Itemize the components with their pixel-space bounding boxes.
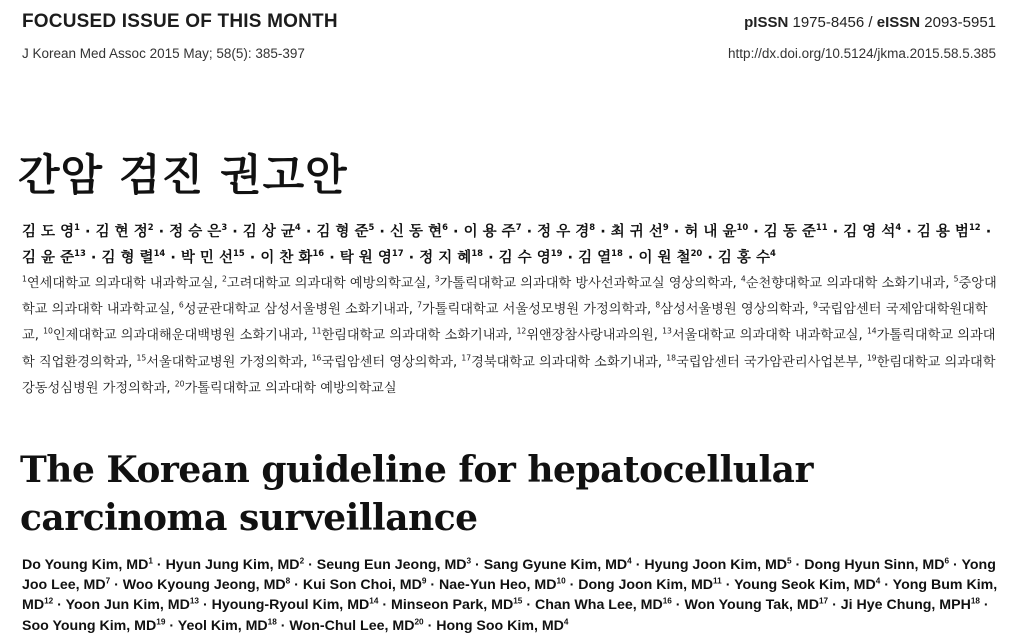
english-author [22, 618, 165, 634]
affiliation-superscript: 2 [222, 274, 227, 284]
affiliation-superscript: 11 [311, 327, 322, 337]
korean-author [611, 224, 669, 240]
english-author-superscript: 1 [148, 556, 153, 566]
affiliation-name: 국립암센터 국제암대학원대학교 [22, 302, 988, 344]
english-author-superscript: 13 [189, 596, 200, 606]
affiliation [43, 328, 303, 343]
english-author [391, 597, 522, 613]
affiliation-superscript: 16 [311, 353, 322, 363]
english-author-name: Nae-Yun Heo, MD [439, 577, 557, 594]
affiliation-name: 중앙대학교 의과대학 내과학교실 [22, 276, 997, 318]
affiliation [175, 381, 397, 396]
affiliation-superscript: 4 [740, 274, 746, 284]
english-author-name: Won Young Tak, MD [684, 597, 819, 614]
korean-author-name: 박 민 선 [180, 250, 233, 266]
english-author-superscript: 3 [466, 556, 472, 566]
section-label: FOCUSED ISSUE OF THIS MONTH [22, 11, 338, 32]
affiliation-name: 가톨릭대학교 의과대학 예방의학교실 [184, 380, 397, 396]
english-author-superscript: 11 [713, 576, 722, 586]
korean-author [638, 250, 702, 266]
english-author-superscript: 4 [563, 616, 569, 626]
english-author-superscript: 16 [662, 596, 672, 606]
korean-author-superscript: 6 [442, 222, 448, 233]
english-author [123, 577, 290, 593]
korean-author-superscript: 5 [368, 222, 375, 233]
korean-author-superscript: 20 [690, 248, 703, 259]
korean-author-name: 김 홍 수 [717, 250, 770, 266]
english-author-superscript: 20 [414, 616, 424, 626]
korean-title: 간암 검진 권고안 [18, 151, 348, 201]
affiliation [417, 302, 647, 317]
english-author [439, 577, 566, 593]
affiliation-name: 한림대학교 의과대학 소화기내과 [321, 328, 509, 344]
korean-author-list: 김 도 영$^1$ · 김 현 정$^2$ · 정 승 은$^3$ · 김 상 균$^4$ · 김 형 준$^5$ · 신 동 현$^6$ · 이 용 주$^7$ · 정 우 경$^8$ · 최 귀 선$^9$ · 허 내 윤$^{10}$ · 김 동 준$^{11}$ · 김 영 석$^4$ · 김 용 범$^{12}$ · 김 윤 준$^{13}$ · 김 형 렬$^{14}$ · 박 민 선$^{15}$ · 이 찬 화$^{16}$ · 탁 원 영$^{17}$ · 정 지 혜$^{18}$ · 김 수 영$^{19}$ · 김 열$^{18}$ · 이 원 철$^{20}$ · 김 홍 수$^4$ [22, 222, 992, 266]
affiliation-name: 성균관대학교 삼성서울병원 소화기내과 [183, 302, 409, 318]
korean-author-name: 이 용 주 [463, 224, 516, 240]
affiliation-name: 가톨릭대학교 서울성모병원 가정의학과 [422, 302, 647, 318]
affiliation [312, 355, 453, 370]
english-author [436, 618, 568, 634]
english-author-name: Chan Wha Lee, MD [535, 597, 663, 614]
english-author-superscript: 14 [369, 596, 379, 606]
eissn-label: eISSN [876, 14, 921, 31]
affiliation [662, 328, 858, 343]
english-author-name: Hyun Jung Kim, MD [165, 557, 300, 573]
english-author-name: Won-Chul Lee, MD [289, 617, 415, 634]
english-author-superscript: 9 [421, 576, 427, 586]
affiliation-name: 고려대학교 의과대학 예방의학교실 [226, 276, 427, 291]
issn-line: pISSN 1975-8456 / eISSN 2093-5951 [744, 14, 996, 31]
english-author [684, 597, 828, 613]
affiliation-superscript: 14 [866, 327, 877, 337]
affiliation-superscript: 18 [666, 353, 676, 363]
korean-author-name: 김 형 렬 [101, 250, 154, 266]
english-author-name: Woo Kyoung Jeong, MD [122, 577, 286, 594]
english-author-superscript: 5 [787, 556, 792, 566]
affiliation [435, 276, 733, 291]
english-author [178, 618, 277, 634]
korean-author-name: 김 형 준 [316, 224, 369, 240]
affiliation [517, 328, 654, 343]
english-author [212, 597, 379, 613]
english-author-name: Kui Son Choi, MD [302, 577, 422, 594]
affiliation-name: 한림대학교 의과대학 강동성심병원 가정의학과 [22, 354, 996, 396]
affiliation [655, 302, 804, 317]
english-author [804, 557, 949, 573]
korean-author-superscript: 11 [815, 222, 828, 233]
affiliation-name: 서울대학교병원 가정의학과 [146, 354, 304, 370]
english-author-name: Yong Joo Lee, MD [22, 557, 996, 594]
korean-author-name: 김 현 정 [95, 224, 148, 240]
korean-author [340, 250, 404, 266]
korean-author-superscript: 17 [391, 248, 404, 259]
english-author-superscript: 6 [944, 556, 950, 566]
english-author-superscript: 17 [818, 596, 829, 606]
english-author-name: Yong Bum Kim, MD [22, 577, 998, 614]
korean-author [499, 250, 563, 266]
affiliation-superscript: 9 [812, 300, 818, 310]
affiliation [461, 355, 657, 370]
affiliation-name: 가톨릭대학교 의과대학 직업환경의학과 [22, 328, 996, 370]
affiliation-name: 국립암센터 국가암관리사업본부 [676, 354, 859, 370]
english-author [166, 557, 305, 573]
affiliation-superscript: 19 [866, 353, 877, 363]
korean-author-name: 신 동 현 [389, 224, 443, 240]
korean-author [316, 224, 374, 240]
english-author-superscript: 18 [267, 616, 277, 626]
english-author-name: Do Young Kim, MD [22, 557, 149, 573]
korean-author-name: 정 지 혜 [419, 250, 472, 266]
korean-author-superscript: 4 [895, 222, 902, 233]
korean-author [181, 250, 245, 266]
korean-author-superscript: 1 [74, 222, 80, 233]
korean-author-superscript: 18 [471, 248, 484, 259]
korean-author-superscript: 15 [233, 248, 245, 259]
affiliation-superscript: 17 [461, 353, 472, 363]
affiliation [179, 302, 409, 317]
korean-author-name: 최 귀 선 [610, 224, 663, 240]
english-author-name: Young Seok Kim, MD [734, 577, 876, 594]
affiliation-name: 국립암센터 영상의학과 [321, 354, 454, 370]
english-author-superscript: 8 [285, 576, 291, 586]
english-author [841, 597, 980, 613]
korean-author-name: 김 상 균 [242, 224, 295, 240]
english-author-name: Yeol Kim, MD [177, 617, 268, 634]
affiliation-superscript: 6 [178, 300, 184, 310]
korean-author [96, 224, 154, 240]
affiliation-name: 경북대학교 의과대학 소화기내과 [471, 354, 658, 370]
korean-author-name: 김 도 영 [22, 224, 75, 240]
journal-citation: J Korean Med Assoc 2015 May; 58(5): 385-397 [22, 46, 305, 61]
affiliation-superscript: 13 [662, 327, 672, 337]
eissn-value: 2093-5951 [924, 14, 996, 31]
english-author-name: Hyung Joon Kim, MD [644, 557, 788, 573]
english-author-name: Hong Soo Kim, MD [436, 617, 564, 634]
korean-affiliation-list: $^1$연세대학교 의과대학 내과학교실, $^2$고려대학교 의과대학 예방의학교실, $^3$가톨릭대학교 의과대학 방사선과학교실 영상의학과, $^4$순천향대학교 의과대학 소화기내과, $^5$중앙대학교 의과대학 내과학교실, $^6$성균관대학교 삼성서울병원 소화기내과, $^7$가톨릭대학교 서울성모병원 가정의학과, $^8$삼성서울병원 영상의학과, $^9$국립암센터 국제암대학원대학교, $^{10}$인제대학교 의과대해운대백병원 소화기내과, $^{11}$한림대학교 의과대학 소화기내과, $^{12}$위앤장참사랑내과의원, $^{13}$서울대학교 의과대학 내과학교실, $^{14}$가톨릭대학교 의과대학 직업환경의학과, $^{15}$서울대학교병원 가정의학과, $^{16}$국립암센터 영상의학과, $^{17}$경북대학교 의과대학 소화기내과, $^{18}$국립암센터 국가암관리사업본부, $^{19}$한림대학교 의과대학 강동성심병원 가정의학과, $^{20}$가톨릭대학교 의과대학 예방의학교실 [22, 274, 997, 396]
korean-author [101, 250, 165, 266]
doi-link[interactable]: http://dx.doi.org/10.5124/jkma.2015.58.5.385 [728, 46, 996, 61]
korean-author-superscript: 4 [294, 222, 301, 233]
affiliation [666, 355, 858, 370]
english-author [535, 597, 672, 613]
english-author-superscript: 18 [970, 596, 980, 606]
korean-author [243, 224, 301, 240]
english-author-name: Dong Joon Kim, MD [578, 577, 714, 594]
korean-author-name: 이 원 철 [638, 250, 691, 266]
korean-author-name: 김 용 범 [916, 224, 969, 240]
korean-author [843, 224, 901, 240]
korean-author [464, 224, 522, 240]
english-author [734, 577, 880, 593]
korean-author [684, 224, 748, 240]
korean-author [917, 224, 981, 240]
affiliation-name: 삼성서울병원 영상의학과 [660, 302, 805, 318]
english-author-superscript: 12 [44, 596, 54, 606]
english-author [484, 557, 632, 573]
english-author [644, 557, 791, 573]
affiliation-superscript: 10 [43, 327, 53, 337]
korean-author [718, 250, 776, 266]
affiliation-name: 서울대학교 의과대학 내과학교실 [671, 328, 859, 344]
affiliation-superscript: 15 [136, 353, 147, 363]
english-author-name: Soo Young Kim, MD [22, 617, 157, 634]
pissn-value: 1975-8456 [792, 14, 865, 31]
english-author-name: Minseon Park, MD [391, 597, 514, 614]
korean-author-name: 정 승 은 [169, 224, 222, 240]
korean-author-superscript: 7 [515, 222, 522, 233]
affiliation [312, 328, 508, 343]
affiliation [741, 276, 945, 291]
english-author-name: Sang Gyune Kim, MD [483, 557, 628, 573]
korean-author-name: 김 동 준 [763, 224, 816, 240]
korean-author-name: 탁 원 영 [339, 250, 392, 266]
korean-author-superscript: 8 [589, 222, 596, 233]
korean-author-superscript: 10 [736, 222, 749, 233]
affiliation [137, 355, 304, 370]
affiliation [222, 276, 426, 291]
english-author-name: Dong Hyun Sinn, MD [804, 557, 945, 573]
korean-author-superscript: 19 [550, 248, 563, 259]
english-author [578, 577, 721, 593]
english-author [66, 597, 199, 613]
english-author-superscript: 10 [556, 576, 566, 586]
korean-author-name: 김 수 영 [498, 250, 551, 266]
korean-author [419, 250, 483, 266]
english-author [317, 557, 471, 573]
affiliation [22, 276, 214, 291]
affiliation-superscript: 12 [516, 327, 527, 337]
english-author-superscript: 4 [875, 576, 881, 586]
korean-author-superscript: 16 [312, 248, 325, 259]
english-author-name: Ji Hye Chung, MPH [840, 597, 971, 614]
affiliation-name: 인제대학교 의과대해운대백병원 소화기내과 [52, 328, 304, 344]
affiliation-name: 연세대학교 의과대학 내과학교실 [26, 276, 214, 291]
english-author-name: Hyoung-Ryoul Kim, MD [211, 597, 370, 614]
pissn-label: pISSN [744, 14, 789, 31]
english-author-superscript: 7 [105, 576, 111, 586]
affiliation-name: 가톨릭대학교 의과대학 방사선과학교실 영상의학과 [439, 276, 733, 291]
affiliation-superscript: 7 [417, 300, 422, 310]
korean-author [169, 224, 227, 240]
korean-author-superscript: 14 [153, 248, 166, 259]
korean-author-name: 이 찬 화 [260, 250, 313, 266]
korean-author [22, 224, 80, 240]
english-author [289, 618, 423, 634]
korean-author [390, 224, 448, 240]
affiliation-superscript: 3 [434, 274, 440, 284]
affiliation-name: 위앤장참사랑내과의원 [526, 328, 654, 344]
korean-author-name: 김 열 [578, 250, 612, 266]
korean-author-superscript: 4 [770, 248, 776, 259]
korean-author-name: 김 영 석 [843, 224, 896, 240]
korean-author [22, 250, 86, 266]
affiliation-name: 순천향대학교 의과대학 소화기내과 [745, 276, 946, 291]
affiliation-superscript: 20 [174, 379, 185, 389]
korean-author-superscript: 13 [74, 248, 86, 259]
english-author-superscript: 2 [299, 556, 305, 566]
korean-author-superscript: 2 [147, 222, 154, 233]
korean-author-superscript: 18 [611, 248, 623, 259]
korean-author-name: 김 윤 준 [22, 250, 75, 266]
affiliation-superscript: 5 [953, 274, 959, 284]
english-author-superscript: 4 [627, 556, 632, 566]
korean-author [537, 224, 595, 240]
korean-author-superscript: 12 [968, 222, 981, 233]
english-author-name: Yoon Jun Kim, MD [65, 597, 190, 614]
english-author-list: Do Young Kim, $MD^1$ · Hyun Jung Kim, $MD^2$ · Seung Eun Jeong, $MD^3$ · Sang Gyune Kim, $MD^4$ · Hyung Joon Kim, $MD^5$ · Dong Hyun Sinn, $MD^6$ · Yong Joo Lee, $MD^7$ · Woo Kyoung Jeong, $MD^8$ · Kui Son Choi, $MD^9 \cdot Nae-Yun$ Heo, $MD^{10}$ · Dong Joon Kim, $MD^{11}$ · Young Seok Kim, $MD^4$ · Yong Bum Kim, $MD^{12}$ · Yoon Jun Kim, $MD^{13}$ · Hyoung-Ryoul Kim, $MD^{14}$ · Minseon Park, $MD^{15}$ · Chan Wha Lee, $MD^{16}$ · Won Young Tak, $MD^{17} \cdot Ji$ Hye Chung, $MPH^{18}$ · Soo Young Kim, $MD^{19}$ · Yeol Kim, $MD^{18}$ · Won-Chul Lee, $MD^{20}$ · Hong Soo Kim, $MD^4$ [22, 556, 998, 634]
english-author [22, 557, 153, 573]
korean-author-superscript: 3 [221, 222, 228, 233]
english-author [303, 577, 427, 593]
english-author-superscript: 19 [156, 616, 166, 626]
english-author-superscript: 15 [513, 596, 523, 606]
korean-author-name: 허 내 윤 [684, 224, 737, 240]
affiliation-superscript: 8 [655, 300, 661, 310]
korean-author-name: 정 우 경 [537, 224, 590, 240]
korean-author [764, 224, 828, 240]
english-title: The Korean guideline for hepatocellular carcinoma surveillance [20, 449, 813, 539]
korean-author [578, 250, 623, 266]
korean-author-superscript: 9 [662, 222, 669, 233]
english-author-name: Seung Eun Jeong, MD [316, 557, 467, 573]
korean-author [260, 250, 324, 266]
affiliation-superscript: 1 [22, 274, 27, 284]
